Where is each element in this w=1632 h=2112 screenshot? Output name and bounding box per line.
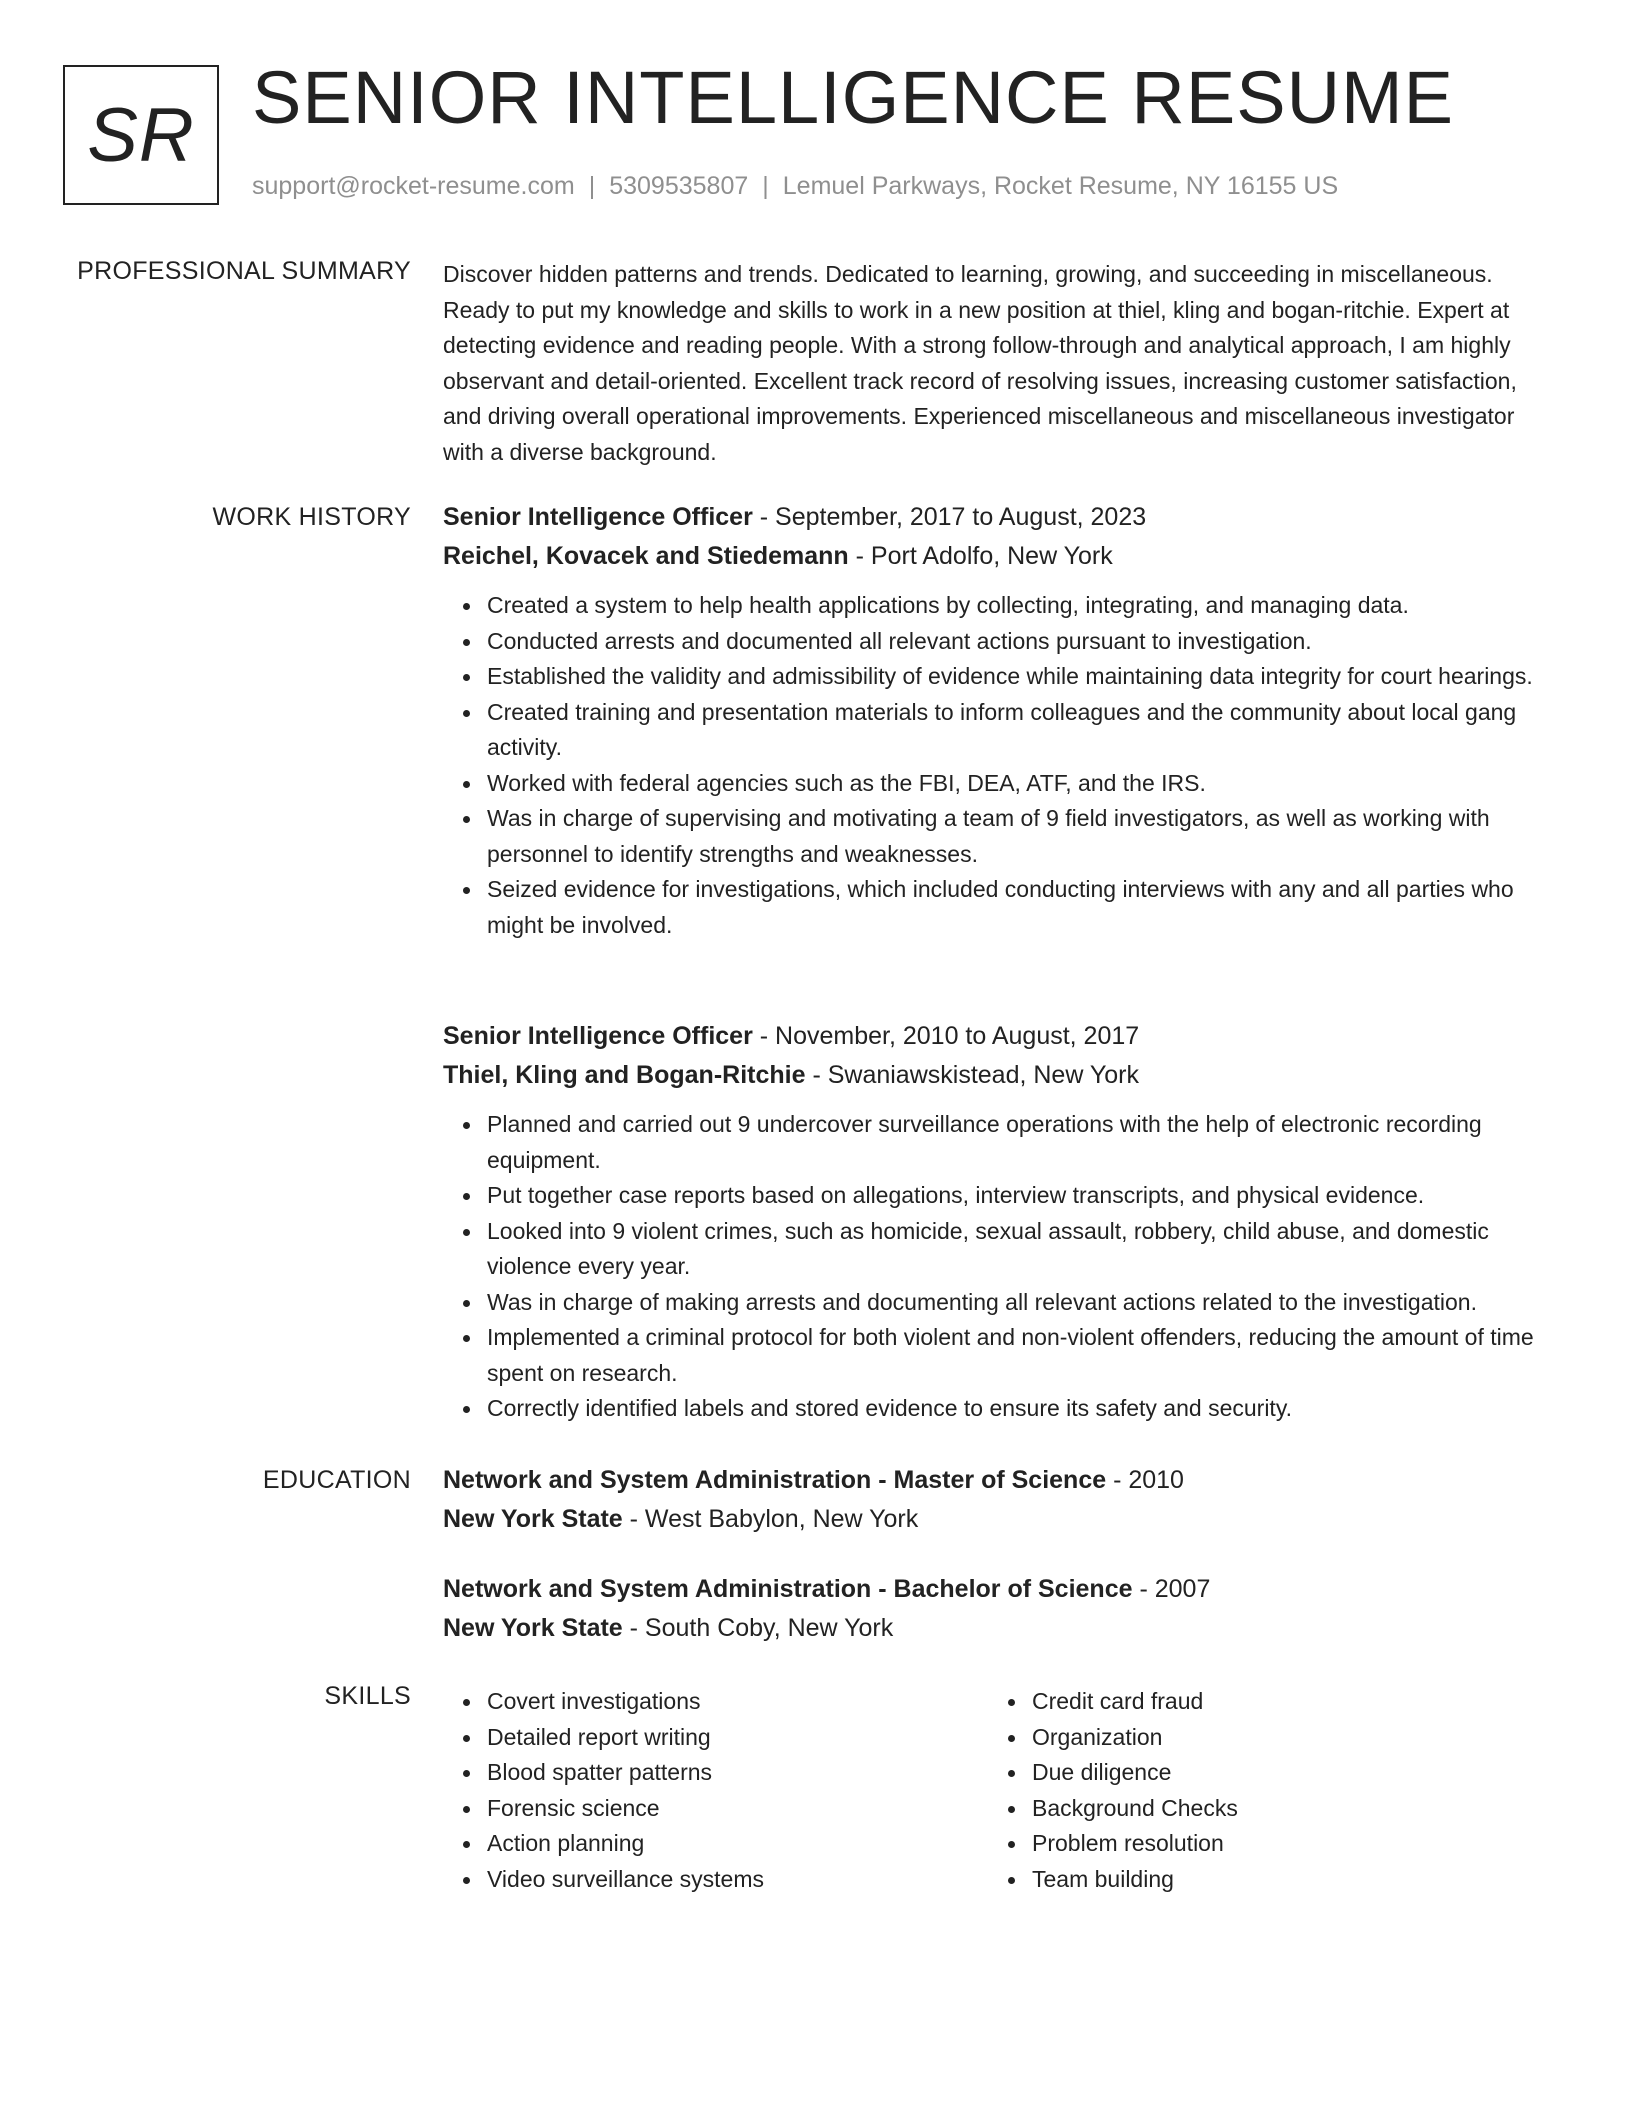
job-bullets bbox=[443, 588, 1558, 943]
education-body bbox=[443, 1461, 1558, 1539]
job-title-line bbox=[443, 498, 1558, 537]
skill-item: Team building bbox=[1032, 1862, 1533, 1898]
skill-item: Forensic science bbox=[487, 1791, 988, 1827]
job-bullet: Created training and presentation materials to inform colleagues and the community about local gang activity. bbox=[487, 695, 1558, 766]
summary-body bbox=[443, 257, 1558, 470]
job-company: Reichel, Kovacek and Stiedemann bbox=[443, 542, 849, 570]
contact-phone[interactable]: 5309535807 bbox=[609, 172, 749, 200]
skill-item: Due diligence bbox=[1032, 1755, 1533, 1791]
skill-item: Background Checks bbox=[1032, 1791, 1533, 1827]
contact-separator: | bbox=[762, 172, 769, 200]
job-dates: - November, 2010 to August, 2017 bbox=[752, 1022, 1140, 1050]
job-entry bbox=[443, 498, 1558, 943]
section-label-summary: PROFESSIONAL SUMMARY bbox=[77, 257, 411, 285]
skill-item: Credit card fraud bbox=[1032, 1684, 1533, 1720]
education-entry bbox=[443, 1461, 1558, 1539]
skill-item: Problem resolution bbox=[1032, 1826, 1533, 1862]
job-location: - Swaniawskistead, New York bbox=[805, 1061, 1139, 1089]
skill-item: Covert investigations bbox=[487, 1684, 988, 1720]
skill-item: Video surveillance systems bbox=[487, 1862, 988, 1898]
education-school-line bbox=[443, 1500, 1558, 1539]
job-bullet: Established the validity and admissibility of evidence while maintaining data integrity for court hearings. bbox=[487, 659, 1558, 695]
education-year: - 2007 bbox=[1132, 1575, 1211, 1603]
education-school-line bbox=[443, 1609, 1558, 1648]
job-bullet: Was in charge of making arrests and documenting all relevant actions related to the investigation. bbox=[487, 1285, 1558, 1321]
education-body-2 bbox=[443, 1570, 1558, 1648]
job-bullet: Planned and carried out 9 undercover surveillance operations with the help of electronic recording equipment. bbox=[487, 1107, 1558, 1178]
skills-body bbox=[443, 1684, 1558, 1897]
monogram-logo: SR bbox=[63, 65, 219, 205]
job-title-line bbox=[443, 1017, 1558, 1056]
job-entry bbox=[443, 1017, 1558, 1427]
education-location: - West Babylon, New York bbox=[622, 1505, 919, 1533]
education-year: - 2010 bbox=[1106, 1466, 1184, 1494]
job-bullet: Was in charge of supervising and motivating a team of 9 field investigators, as well as working with personnel to identify strengths and weaknesses. bbox=[487, 801, 1558, 872]
work-history-body bbox=[443, 498, 1558, 943]
section-label-skills: SKILLS bbox=[324, 1682, 411, 1710]
job-bullet: Created a system to help health applications by collecting, integrating, and managing data. bbox=[487, 588, 1558, 624]
skill-item: Organization bbox=[1032, 1720, 1533, 1756]
job-bullets bbox=[443, 1107, 1558, 1427]
education-degree: Network and System Administration - Master of Science bbox=[443, 1466, 1107, 1494]
job-bullet: Implemented a criminal protocol for both violent and non-violent offenders, reducing the amount of time spent on research. bbox=[487, 1320, 1558, 1391]
skills-columns bbox=[443, 1684, 1558, 1897]
job-dates: - September, 2017 to August, 2023 bbox=[752, 503, 1147, 531]
job-bullet: Put together case reports based on allegations, interview transcripts, and physical evidence. bbox=[487, 1178, 1558, 1214]
contact-address: Lemuel Parkways, Rocket Resume, NY 16155 US bbox=[782, 172, 1339, 200]
education-degree: Network and System Administration - Bachelor of Science bbox=[443, 1575, 1133, 1603]
education-school: New York State bbox=[443, 1614, 623, 1642]
job-location: - Port Adolfo, New York bbox=[848, 542, 1113, 570]
resume-title: SENIOR INTELLIGENCE RESUME bbox=[252, 56, 1455, 139]
job-bullet: Worked with federal agencies such as the FBI, DEA, ATF, and the IRS. bbox=[487, 766, 1558, 802]
contact-separator: | bbox=[588, 172, 596, 200]
skills-column-left bbox=[443, 1684, 988, 1897]
skill-item: Blood spatter patterns bbox=[487, 1755, 988, 1791]
job-title: Senior Intelligence Officer bbox=[443, 503, 753, 531]
education-entry bbox=[443, 1570, 1558, 1648]
contact-line bbox=[252, 172, 1338, 201]
section-label-work-history: WORK HISTORY bbox=[212, 503, 411, 531]
job-company-line bbox=[443, 1056, 1558, 1095]
skills-column-right bbox=[988, 1684, 1533, 1897]
summary-text: Discover hidden patterns and trends. Dedicated to learning, growing, and succeeding in miscellaneous. Ready to put my knowledge and skills to work in a new position at thiel, kling and bogan-ritchie. Expert at detecting evidence and reading people. With a strong follow-through and analytical approach, I am highly observant and detail-oriented. Excellent track record of resolving issues, increasing customer satisfaction, and driving overall operational improvements. Experienced miscellaneous and miscellaneous investigator with a diverse background. bbox=[443, 261, 1517, 465]
education-school: New York State bbox=[443, 1505, 623, 1533]
skill-item: Detailed report writing bbox=[487, 1720, 988, 1756]
education-degree-line bbox=[443, 1570, 1558, 1609]
work-history-body-2 bbox=[443, 1017, 1558, 1427]
job-bullet: Looked into 9 violent crimes, such as homicide, sexual assault, robbery, child abuse, and domestic violence every year. bbox=[487, 1214, 1558, 1285]
contact-email[interactable]: support@rocket-resume.com bbox=[252, 172, 575, 200]
skill-item: Action planning bbox=[487, 1826, 988, 1862]
skills-list-right bbox=[988, 1684, 1533, 1897]
skills-list-left bbox=[443, 1684, 988, 1897]
job-bullet: Conducted arrests and documented all relevant actions pursuant to investigation. bbox=[487, 624, 1558, 660]
job-company: Thiel, Kling and Bogan-Ritchie bbox=[443, 1061, 806, 1089]
education-degree-line bbox=[443, 1461, 1558, 1500]
job-company-line bbox=[443, 537, 1558, 576]
section-label-education: EDUCATION bbox=[262, 1466, 411, 1494]
job-bullet: Seized evidence for investigations, which included conducting interviews with any and all parties who might be involved. bbox=[487, 872, 1558, 943]
education-location: - South Coby, New York bbox=[622, 1614, 894, 1642]
job-title: Senior Intelligence Officer bbox=[443, 1022, 753, 1050]
job-bullet: Correctly identified labels and stored evidence to ensure its safety and security. bbox=[487, 1391, 1558, 1427]
